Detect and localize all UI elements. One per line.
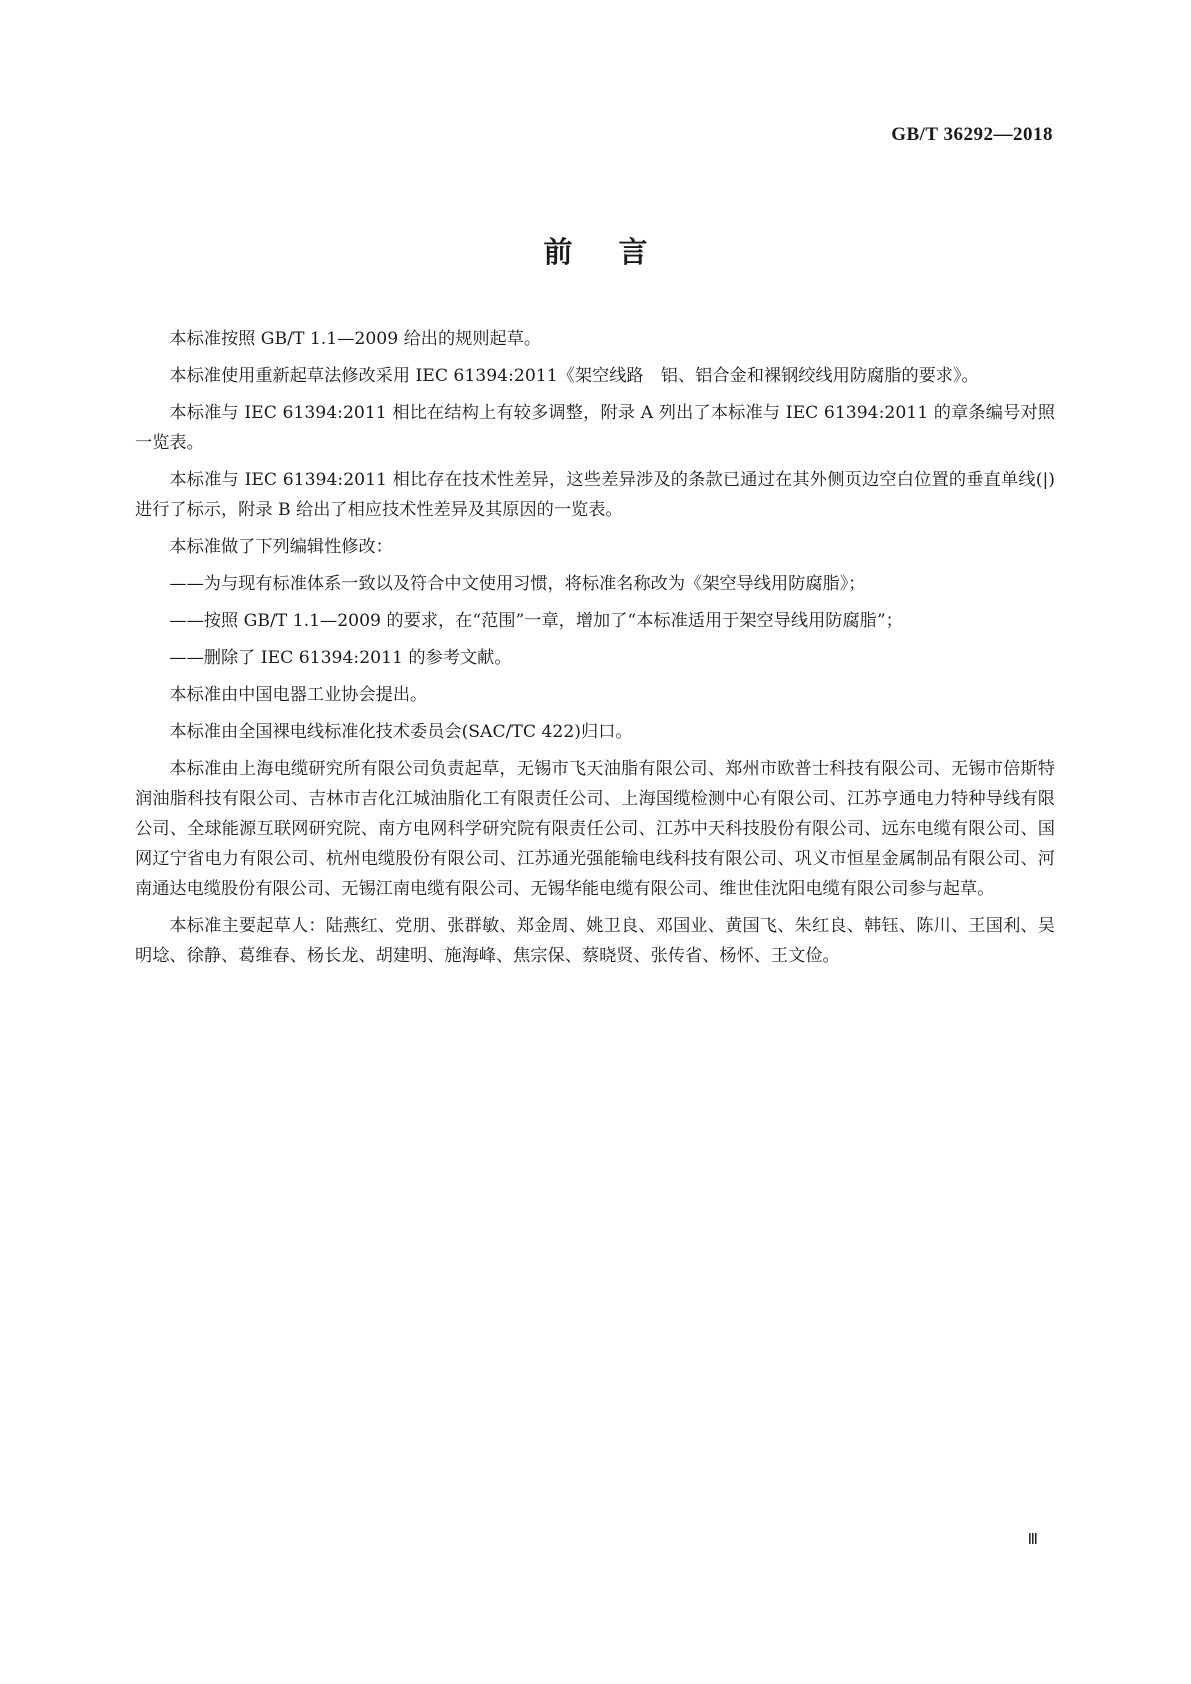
standard-code: GB/T 36292—2018 xyxy=(891,124,1053,145)
page-number: Ⅲ xyxy=(1027,1532,1038,1548)
paragraph: 本标准由上海电缆研究所有限公司负责起草，无锡市飞天油脂有限公司、郑州市欧普士科技有限公司、无锡市倍斯特润油脂科技有限公司、吉林市吉化江城油脂化工有限责任公司、上海国缆检测中心有限公司、江苏亨通电力特种导线有限公司、全球能源互联网研究院、南方电网科学研究院有限责任公司、江苏中天科技股份有限公司、远东电缆有限公司、国网辽宁省电力有限公司、杭州电缆股份有限公司、江苏通光强能输电线科技有限公司、巩义市恒星金属制品有限公司、河南通达电缆股份有限公司、无锡江南电缆有限公司、无锡华能电缆有限公司、维世佳沈阳电缆有限公司参与起草。 xyxy=(135,759,1055,899)
paragraph: 本标准按照 GB/T 1.1—2009 给出的规则起草。 xyxy=(169,329,542,349)
paragraph: 本标准由中国电器工业协会提出。 xyxy=(169,685,428,705)
paragraph: 本标准与 IEC 61394:2011 相比存在技术性差异，这些差异涉及的条款已通过在其外侧页边空白位置的垂直单线(|)进行了标示，附录 B 给出了相应技术性差异及其原因的一览表。 xyxy=(135,470,1055,520)
list-item: ——按照 GB/T 1.1—2009 的要求，在“范围”一章，增加了“本标准适用于架空导线用防腐脂”； xyxy=(169,611,903,631)
paragraph: 本标准做了下列编辑性修改： xyxy=(169,537,393,557)
paragraph: 本标准与 IEC 61394:2011 相比在结构上有较多调整，附录 A 列出了本标准与 IEC 61394:2011 的章条编号对照一览表。 xyxy=(135,403,1055,453)
paragraph: 本标准使用重新起草法修改采用 IEC 61394:2011《架空线路 铝、铝合金和裸钢绞线用防腐脂的要求》。 xyxy=(169,366,979,386)
list-item: ——删除了 IEC 61394:2011 的参考文献。 xyxy=(169,648,512,668)
paragraph: 本标准由全国裸电线标准化技术委员会(SAC/TC 422)归口。 xyxy=(169,722,633,742)
paragraph: 本标准主要起草人：陆燕红、党朋、张群敏、郑金周、姚卫良、邓国业、黄国飞、朱红良、韩钰、陈川、王国利、吴明埝、徐静、葛维春、杨长龙、胡建明、施海峰、焦宗保、蔡晓贤、张传省、杨怀、王文俭。 xyxy=(135,916,1055,966)
page-title: 前言 xyxy=(543,235,694,269)
list-item: ——为与现有标准体系一致以及符合中文使用习惯，将标准名称改为《架空导线用防腐脂》； xyxy=(169,574,866,594)
foreword-body xyxy=(135,324,1055,978)
